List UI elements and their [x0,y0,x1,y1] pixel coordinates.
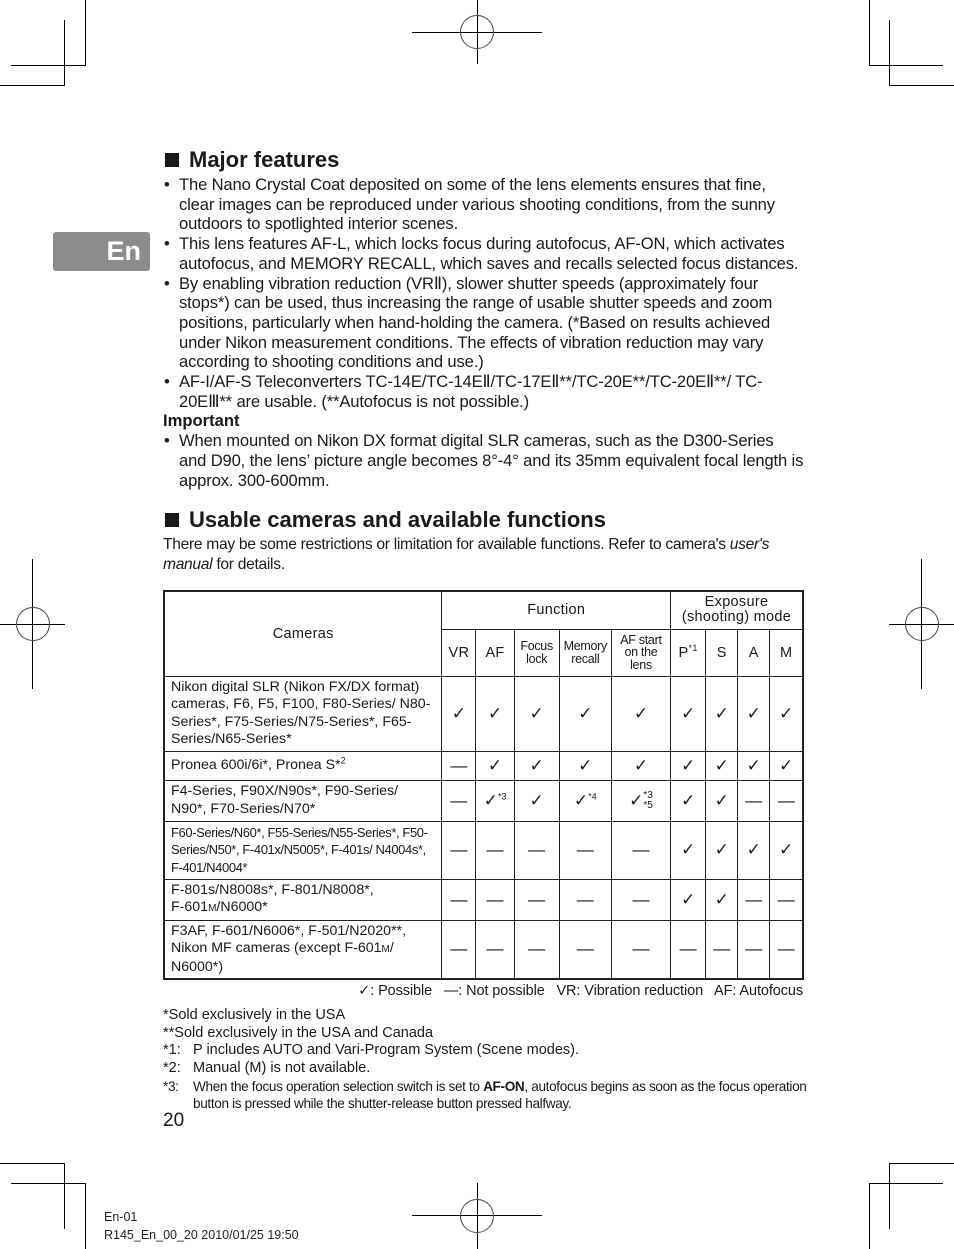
cell-s: ✓ [706,821,738,879]
cell-af: — [476,920,514,979]
cell-p: ✓ [671,879,706,920]
cell-p: ✓ [671,780,706,821]
cell-af-start: ✓ [611,751,670,780]
camera-cell: F60-Series/N60*, F55-Series/N55-Series*, F50-Series/N50*, F-401x/N5005*, F-401s/ N4004s*, F-401/N4004* [164,821,442,879]
cell-af-start: — [611,879,670,920]
function-header: Function [442,591,671,629]
cell-s: ✓ [706,879,738,920]
col-m: M [770,629,803,676]
cell-a: ✓ [738,751,770,780]
cell-focus-lock: — [514,879,559,920]
cell-af-start: ✓*3 *5 [611,780,670,821]
col-a: A [738,629,770,676]
cell-af: ✓$^{*3}$ [476,780,514,821]
major-features-heading [163,145,805,175]
camera-cell: Nikon digital SLR (Nikon FX/DX format) cameras, F6, F5, F100, F80-Series/ N80-Series*, F75-Series/N75-Series*, F65-Series/N65-Series* [164,676,442,751]
cell-p: ✓ [671,676,706,751]
cell-focus-lock: ✓ [514,780,559,821]
cell-vr: — [442,780,476,821]
important-list [163,431,805,490]
footnote-2: *2: Manual (M) is not available. [163,1060,371,1077]
cell-af-start: — [611,920,670,979]
cell-vr: — [442,821,476,879]
exposure-mode-header: Exposure (shooting) mode [671,591,803,629]
cell-m: ✓ [770,676,803,751]
col-memory-recall: Memory recall [559,629,611,676]
important-item: • When mounted on Nikon DX format digital SLR cameras, such as the D300-Series and D90, the lens’ picture angle becomes 8°-4° and its 35mm equivalent focal length is approx. 300-600mm. [163,431,805,490]
col-focus-lock: Focus lock [514,629,559,676]
cell-p: — [671,920,706,979]
square-bullet-icon [165,153,179,167]
table-row [164,751,803,780]
cell-s: ✓ [706,676,738,751]
table-header-row [164,591,803,629]
table-legend: ✓: Possible —: Not possible VR: Vibration reduction AF: Autofocus [358,983,803,999]
feature-item: • The Nano Crystal Coat deposited on some of the lens elements ensures that fine, clear images can be reproduced under various shooting conditions, from the sunny outdoors to spotlighted interior scenes. [163,175,805,234]
cell-p: ✓ [671,821,706,879]
table-row [164,780,803,821]
col-p: $P^{*1}$ [671,629,706,676]
usable-cameras-heading [163,505,805,535]
major-features-title: Major features [189,147,340,172]
language-tab: En [53,232,150,271]
page-number: 20 [163,1110,185,1131]
important-label: Important [163,411,240,431]
cell-s: ✓ [706,751,738,780]
cell-vr: ✓ [442,676,476,751]
cell-af: — [476,821,514,879]
cell-a: ✓ [738,676,770,751]
major-features-list [163,175,805,411]
col-vr: VR [442,629,476,676]
cell-af: ✓ [476,676,514,751]
camera-cell: F4-Series, F90X/N90s*, F90-Series/ N90*, F70-Series/N70* [164,780,442,821]
page-content [163,145,805,574]
cell-memory-recall: — [559,821,611,879]
cell-s: ✓ [706,780,738,821]
cell-vr: — [442,751,476,780]
cell-memory-recall: — [559,920,611,979]
col-s: S [706,629,738,676]
footnote-star: *Sold exclusively in the USA [163,1007,346,1023]
feature-item: • This lens features AF-L, which locks focus during autofocus, AF-ON, which activates autofocus, and MEMORY RECALL, which saves and recalls selected focus distances. [163,234,805,273]
cell-a: ✓ [738,821,770,879]
square-bullet-icon [165,513,179,527]
cell-vr: — [442,920,476,979]
cell-af: ✓ [476,751,514,780]
cameras-header: Cameras [164,591,442,676]
camera-cell: F3AF, F-601/N6006*, F-501/N2020**, Nikon MF cameras (except F-601M/ N6000*) [164,920,442,979]
cell-a: — [738,879,770,920]
cell-m: — [770,879,803,920]
feature-item: • By enabling vibration reduction (VRⅡ), slower shutter speeds (approximately four stops*) can be used, thus increasing the range of usable shutter speeds and zoom positions, particularly when hand-holding the camera. (*Based on results achieved under Nikon measurement conditions. The effects of vibration reduction may vary according to shooting conditions and use.) [163,274,805,373]
cell-m: ✓ [770,751,803,780]
feature-item: • AF-I/AF-S Teleconverters TC-14E/TC-14EⅡ/TC-17EⅡ**/TC-20E**/TC-20EⅡ**/ TC-20EⅢ** are usable. (**Autofocus is not possible.) [163,372,805,411]
cell-af-start: ✓ [611,676,670,751]
cell-a: — [738,780,770,821]
footnote-3: *3: When the focus operation selection switch is set to AF-ON, autofocus begins as soon as the focus operation button is pressed while the shutter-release button pressed halfway. [163,1078,807,1112]
cell-m: ✓ [770,821,803,879]
cell-p: ✓ [671,751,706,780]
cell-m: — [770,780,803,821]
cell-memory-recall: ✓ [559,676,611,751]
cell-focus-lock: — [514,821,559,879]
col-af-start: AF start on the lens [611,629,670,676]
manual-reference: user's manual [163,536,770,573]
usable-cameras-intro: There may be some restrictions or limitation for available functions. Refer to camera's user's manual for details. [163,536,770,573]
table-row [164,920,803,979]
cell-memory-recall: ✓$^{*4}$ [559,780,611,821]
cell-focus-lock: ✓ [514,751,559,780]
col-af: AF [476,629,514,676]
cell-focus-lock: — [514,920,559,979]
print-slug: En-01 R145_En_00_20 2010/01/25 19:50 [104,1210,299,1242]
cell-memory-recall: — [559,879,611,920]
footnotes [163,1007,808,1113]
cell-a: — [738,920,770,979]
camera-cell: F-801s/N8008s*, F-801/N8008*, F-601M/N6000* [164,879,442,920]
cell-memory-recall: ✓ [559,751,611,780]
table-row [164,879,803,920]
cell-m: — [770,920,803,979]
cell-af: — [476,879,514,920]
compatibility-table [163,590,804,980]
footnote-1: *1: P includes AUTO and Vari-Program System (Scene modes). [163,1042,580,1059]
cell-s: — [706,920,738,979]
footnote-double-star: **Sold exclusively in the USA and Canada [163,1024,434,1041]
table-row [164,676,803,751]
table-row [164,821,803,879]
usable-cameras-title: Usable cameras and available functions [189,507,606,533]
cell-focus-lock: ✓ [514,676,559,751]
cell-vr: — [442,879,476,920]
cell-af-start: — [611,821,670,879]
camera-cell: Pronea 600i/6i*, Pronea S*$^2$ [164,751,442,780]
